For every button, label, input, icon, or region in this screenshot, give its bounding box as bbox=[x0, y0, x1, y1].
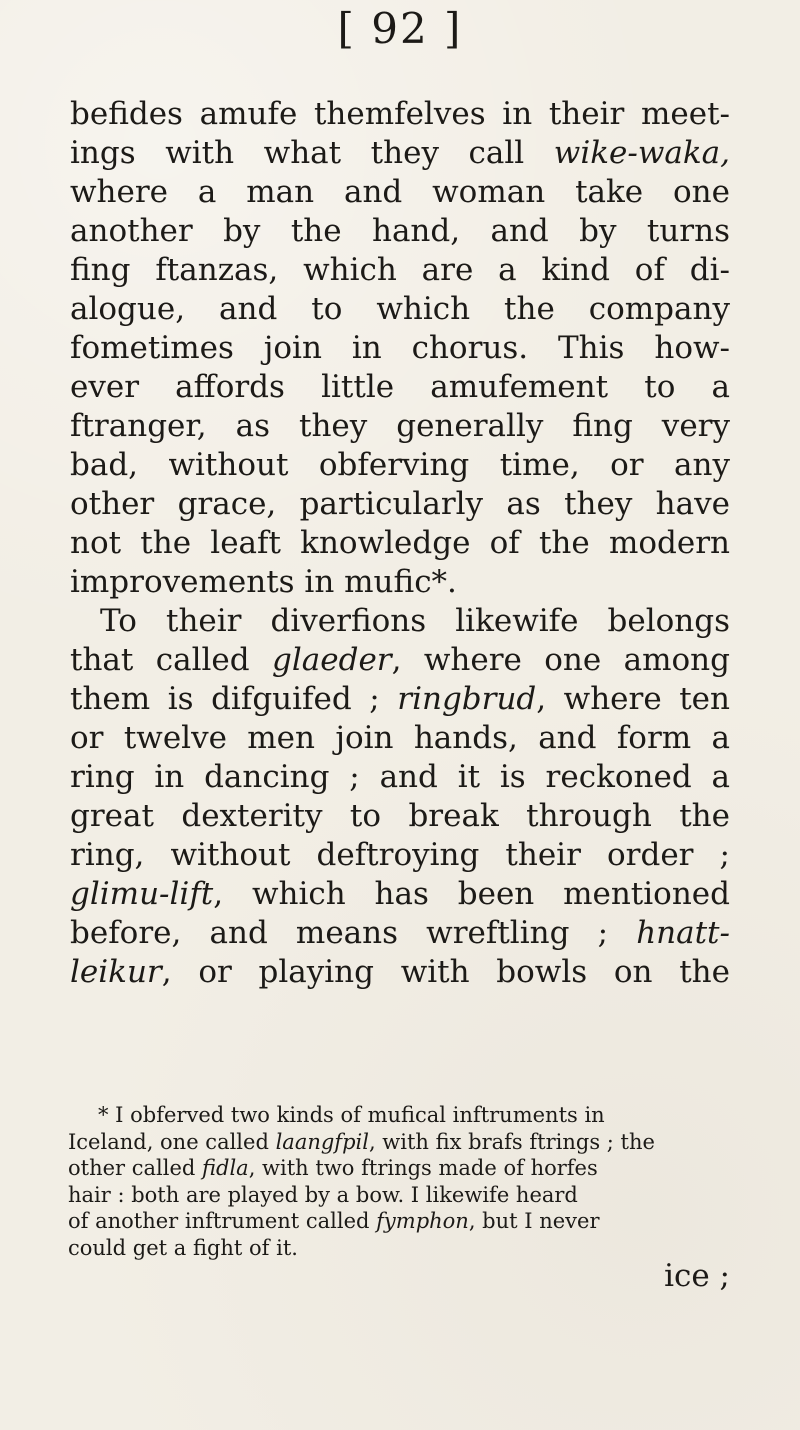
footnote-line-3-text-a: other called bbox=[68, 1156, 203, 1180]
body-line-20: ring, without deftroying their order ; bbox=[70, 837, 730, 873]
body-line-10: bad, without obferving time, or any bbox=[70, 447, 730, 483]
footnote-line-2 bbox=[68, 1129, 730, 1156]
footnote-line-5-italic: fymphon bbox=[376, 1209, 469, 1233]
body-line-21-text: , which has been mentioned bbox=[213, 876, 730, 912]
body-line-7: fometimes join in chorus. This how- bbox=[70, 330, 730, 366]
body-line-15-text-a: that called bbox=[70, 642, 273, 678]
body-line-23-text: , or playing with bowls on the bbox=[161, 954, 730, 990]
body-line-14: To their diverfions likewife belongs bbox=[100, 603, 730, 639]
body-line-2-text: ings with what they call bbox=[70, 135, 554, 171]
body-line-13: improvements in mufic*. bbox=[70, 564, 457, 600]
footnote-line-5-text-c: , but I never bbox=[468, 1209, 600, 1233]
body-line-21-italic: glimu-lift bbox=[70, 876, 214, 912]
footnote-line-3-text-c: , with two ftrings made of horfes bbox=[248, 1156, 598, 1180]
body-text bbox=[70, 95, 730, 992]
body-line-16 bbox=[70, 680, 730, 719]
body-line-15 bbox=[70, 641, 730, 680]
body-line-23 bbox=[70, 953, 730, 992]
body-line-22-italic: hnatt- bbox=[636, 915, 730, 951]
footnote-line-2-text-a: Iceland, one called bbox=[68, 1129, 276, 1154]
body-line-5: fing ftanzas, which are a kind of di- bbox=[70, 252, 730, 288]
body-line-1: befides amufe themfelves in their meet- bbox=[70, 96, 730, 132]
body-line-3: where a man and woman take one bbox=[70, 174, 730, 210]
footnote-line-2-italic: laangfpil bbox=[275, 1129, 369, 1154]
body-line-22 bbox=[70, 914, 730, 953]
footnote-line-2-text-c: , with fix brafs ftrings ; the bbox=[368, 1129, 655, 1154]
page-number: [ 92 ] bbox=[337, 4, 463, 53]
body-line-16-text-a: them is difguifed ; bbox=[70, 681, 398, 717]
body-line-18: ring in dancing ; and it is reckoned a bbox=[70, 759, 730, 795]
catchword: ice ; bbox=[664, 1258, 730, 1294]
body-line-15-italic: glaeder bbox=[272, 642, 392, 678]
footnote-line-3 bbox=[68, 1155, 730, 1182]
body-line-19: great dexterity to break through the bbox=[70, 798, 730, 834]
footnote-line-5-text-a: of another inftrument called bbox=[68, 1209, 377, 1233]
body-line-2-italic: wike-waka, bbox=[553, 135, 730, 171]
body-line-23-italic: leikur bbox=[70, 954, 162, 990]
footnote-line-4: hair : both are played by a bow. I likewife heard bbox=[68, 1182, 578, 1207]
body-line-8: ever affords little amufement to a bbox=[70, 369, 730, 405]
body-line-6: alogue, and to which the company bbox=[70, 291, 730, 327]
body-line-4: another by the hand, and by turns bbox=[70, 213, 730, 249]
footnote bbox=[68, 1102, 730, 1261]
footnote-line-5 bbox=[68, 1208, 730, 1235]
body-line-15-text-c: , where one among bbox=[391, 642, 730, 678]
body-line-12: not the leaft knowledge of the modern bbox=[70, 525, 730, 561]
body-line-2 bbox=[70, 134, 730, 173]
body-line-22-text: before, and means wreftling ; bbox=[70, 915, 637, 951]
body-line-17: or twelve men join hands, and form a bbox=[70, 720, 730, 756]
body-line-9: ftranger, as they generally fing very bbox=[70, 408, 730, 444]
footnote-line-3-italic: fidla bbox=[202, 1156, 249, 1180]
body-line-11: other grace, particularly as they have bbox=[70, 486, 730, 522]
body-line-21 bbox=[70, 875, 730, 914]
footnote-line-1: * I obferved two kinds of mufical inftruments in bbox=[98, 1103, 605, 1127]
body-line-16-italic: ringbrud bbox=[397, 681, 537, 717]
body-line-16-text-c: , where ten bbox=[536, 681, 730, 717]
footnote-line-6: could get a fight of it. bbox=[68, 1235, 298, 1260]
